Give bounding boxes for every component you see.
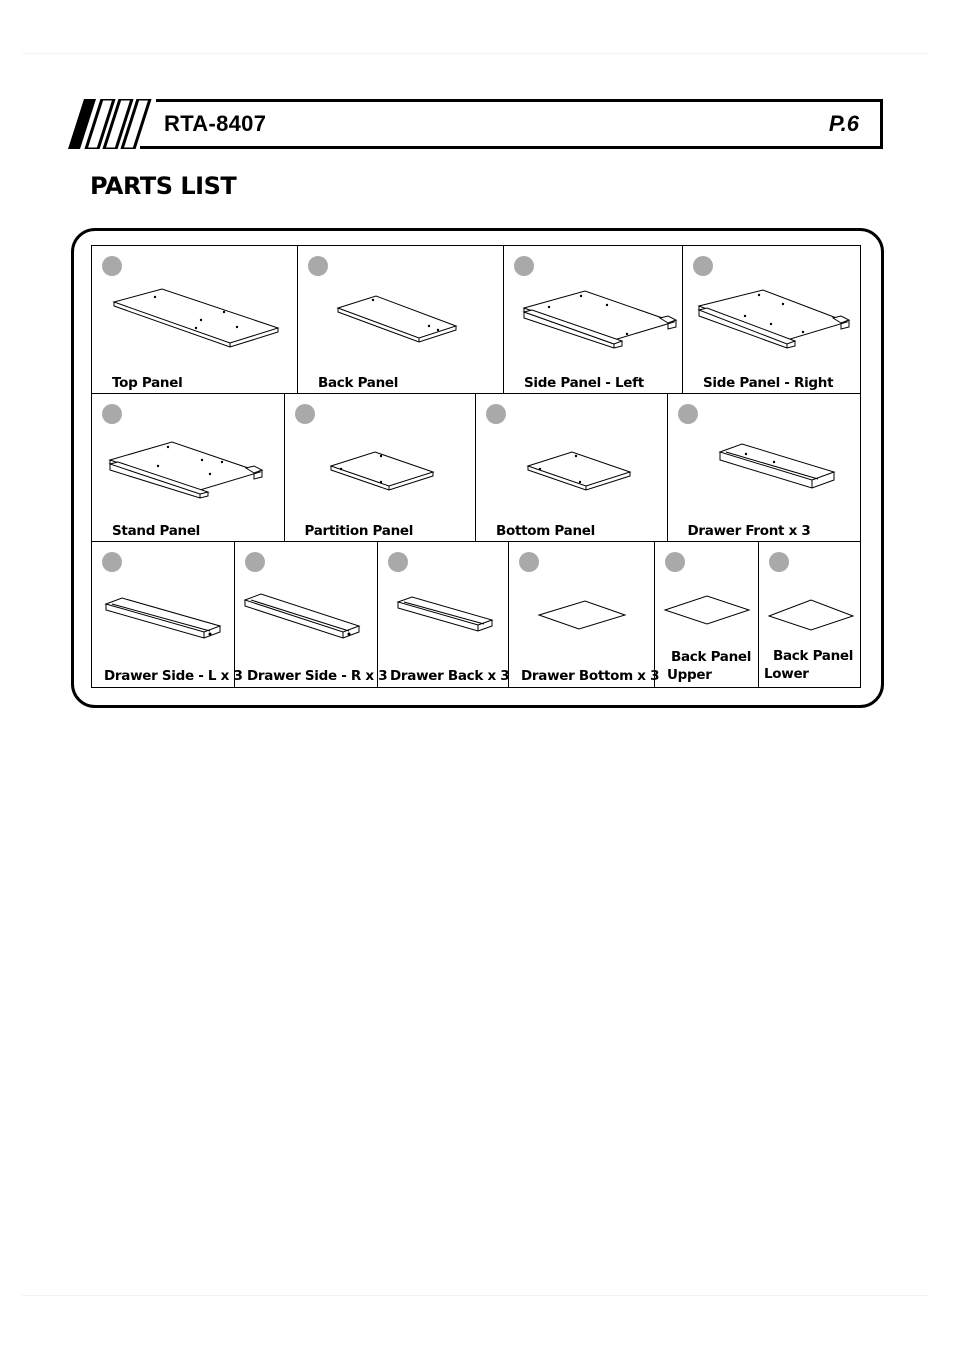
parts-row: [92, 394, 860, 542]
drawer-front-drawing: [668, 394, 861, 524]
part-label: Stand Panel: [112, 523, 200, 539]
top-rule: [22, 53, 928, 54]
partition-panel-drawing: [285, 394, 477, 524]
part-label: Drawer Back x 3: [390, 668, 510, 684]
part-cell-back-panel: [298, 246, 504, 393]
drawer-side-left-drawing: [92, 542, 235, 672]
page-title: PARTS LIST: [90, 172, 237, 200]
drawer-back-drawing: [378, 542, 509, 672]
parts-row: [92, 246, 860, 394]
part-label: Partition Panel: [304, 523, 414, 539]
part-label: Bottom Panel: [496, 523, 595, 539]
part-label: Back Panel: [671, 649, 752, 665]
part-label: Side Panel - Left: [524, 375, 644, 391]
part-cell-drawer-side-r: [235, 542, 388, 687]
part-cell-side-panel-left: [504, 246, 683, 393]
part-cell-side-panel-right: [683, 246, 860, 393]
parts-grid: [91, 245, 861, 688]
part-cell-back-panel-lower: [759, 542, 860, 687]
bottom-rule: [22, 1295, 928, 1296]
part-cell-stand-panel: [92, 394, 285, 541]
drawer-bottom-drawing: [509, 542, 655, 672]
part-label: Top Panel: [112, 375, 183, 391]
side-panel-left-drawing: [504, 246, 683, 376]
part-cell-bottom-panel: [476, 394, 668, 541]
bottom-panel-drawing: [476, 394, 668, 524]
part-cell-partition-panel: [285, 394, 477, 541]
back-panel-drawing: [298, 246, 504, 376]
parts-row: [92, 542, 860, 687]
page-header: [68, 99, 883, 149]
part-label: Upper: [667, 667, 712, 683]
part-cell-drawer-side-l: [92, 542, 243, 687]
part-label: Drawer Bottom x 3: [521, 668, 660, 684]
part-label: Drawer Side - R x 3: [247, 668, 388, 684]
part-label: Lower: [764, 666, 809, 682]
part-label: Side Panel - Right: [703, 375, 834, 391]
part-cell-drawer-bottom: [509, 542, 660, 687]
part-label: Back Panel: [773, 648, 854, 664]
part-label: Back Panel: [318, 375, 399, 391]
part-cell-drawer-front: [668, 394, 861, 541]
side-panel-right-drawing: [683, 246, 860, 376]
part-cell-drawer-back: [378, 542, 509, 687]
stand-panel-drawing: [92, 394, 285, 524]
top-panel-drawing: [92, 246, 298, 376]
part-label: Drawer Side - L x 3: [104, 668, 243, 684]
part-cell-top-panel: [92, 246, 298, 393]
part-cell-back-panel-upper: [655, 542, 759, 687]
model-number: RTA-8407: [164, 111, 267, 136]
part-label: Drawer Front x 3: [687, 523, 811, 539]
page-number: P.6: [828, 111, 859, 136]
drawer-side-right-drawing: [235, 542, 378, 672]
